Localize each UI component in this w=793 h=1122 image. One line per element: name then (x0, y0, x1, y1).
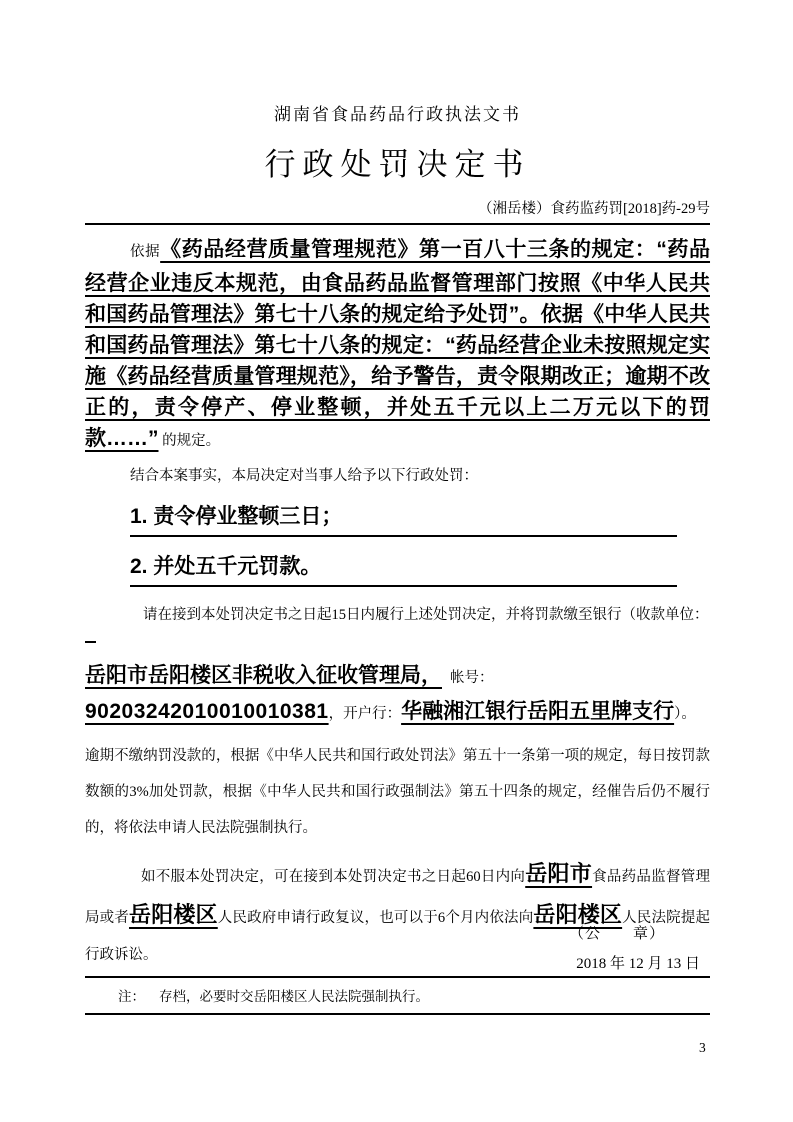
note-section (85, 976, 710, 1015)
appeal-district-government: 岳阳楼区 (129, 902, 218, 927)
legal-basis-suffix: 的规定。 (158, 433, 221, 449)
note-text: 存档，必要时交岳阳楼区人民法院强制执行。 (159, 989, 429, 1004)
payee-name: 岳阳市岳阳楼区非税收入征收管理局， (85, 664, 442, 687)
appeal-seg4: 人民法院提起行政诉讼。 (85, 910, 710, 963)
account-number: 90203242010010010381 (85, 700, 329, 723)
appeal-seg3: 人民政府申请行政复议，也可以于6个月内依法向 (217, 910, 534, 926)
overdue-penalty-paragraph: 逾期不缴纳罚没款的，根据《中华人民共和国行政处罚法》第五十一条第一项的规定，每日按罚款数额的3%加处罚款，根据《中华人民共和国行政强制法》第五十四条的规定，经催告后仍不履行的，将依法申请人民法院强制执行。 (85, 748, 710, 836)
bank-label: 开户行： (343, 706, 402, 722)
bank-name: 华融湘江银行岳阳五里牌支行 (401, 700, 675, 723)
appeal-seg2: 食品药品监督管理局或者 (85, 869, 711, 926)
page-number: 3 (699, 1040, 706, 1055)
penalty-item-2 (130, 554, 677, 587)
penalty-item-2-text: 2. 并处五千元罚款。 (130, 555, 322, 578)
note-label: 注： (118, 989, 145, 1004)
separator-comma: ， (328, 706, 344, 722)
closing-bracket: ）。 (674, 706, 696, 722)
penalty-item-1-text: 1. 责令停业整顿三日； (130, 505, 343, 528)
appeal-seg1: 如不服本处罚决定，可在接到本处罚决定书之日起60日内向 (141, 869, 526, 885)
document-title: 行政处罚决定书 (264, 147, 531, 182)
account-label: 帐号： (450, 670, 494, 686)
legal-basis-paragraph (85, 234, 710, 457)
document-category-label: 湖南省食品药品行政执法文书 (274, 105, 521, 124)
legal-basis-quotation: 《药品经营质量管理规范》第一百八十三条的规定：“药品经营企业违反本规范，由食品药品监督管理部门按照《中华人民共和国药品管理法》第七十八条的规定给予处罚”。依据《中华人民共和国药品管理法》第七十八条的规定：“药品经营企业未按照规定实施《药品经营质量管理规范》，给予警告，责令限期改正；逾期不改正的，责令停产、停业整顿，并处五千元以上二万元以下的罚款……” (85, 238, 711, 450)
seal-placeholder: （公 章） (568, 926, 665, 942)
penalty-item-1 (130, 504, 677, 537)
payment-payee-line (85, 660, 710, 694)
appeal-district-court: 岳阳楼区 (533, 902, 623, 927)
issue-date: 2018 年 12 月 13 日 (576, 956, 700, 972)
blank-underline (85, 627, 96, 643)
legal-basis-prefix: 依据 (130, 244, 161, 260)
document-number: （湘岳楼）食药监药罚[2018]药-29号 (478, 201, 710, 217)
appeal-authority-city: 岳阳市 (525, 861, 593, 886)
payment-lead-line (85, 603, 710, 651)
decision-intro: 结合本案事实，本局决定对当事人给予以下行政处罚： (130, 468, 478, 484)
payment-lead-text: 请在接到本处罚决定书之日起15日内履行上述处罚决定，并将罚款缴至银行（收款单位： (143, 607, 709, 623)
payment-account-line (85, 696, 710, 730)
header-divider (85, 223, 710, 225)
document-content (85, 0, 710, 974)
payment-paragraph (85, 603, 710, 730)
